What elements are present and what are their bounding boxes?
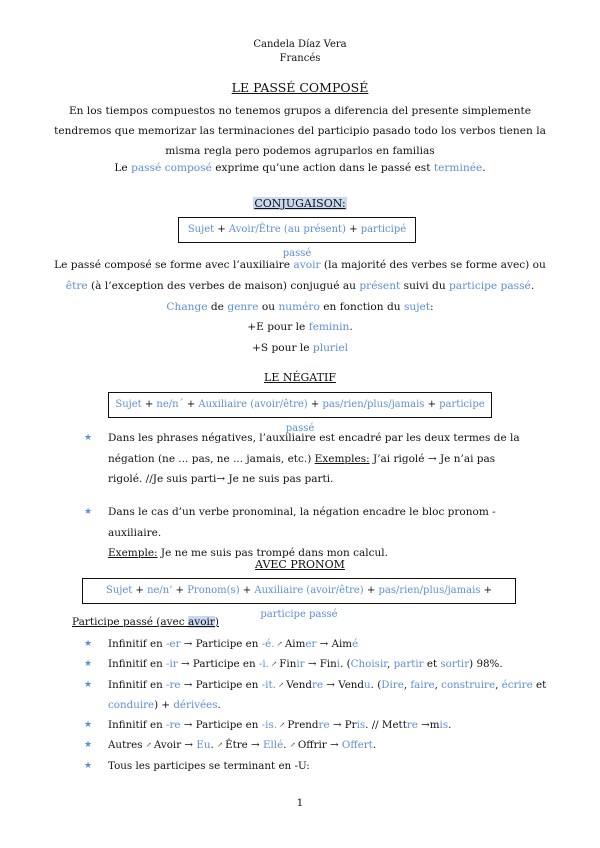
pronom-heading: AVEC PRONOM (255, 558, 345, 571)
page-number: 1 (296, 797, 304, 809)
star-bullet-icon: ★ (84, 679, 93, 690)
formation-explanation: Le passé composé se forme avec l’auxiliaire avoir (la majorité des verbes se forme avec) ou être (à l’exception des verbes de maison) conjugué au présent suivi du participe passé. Change de genre ou numéro en fonction du sujet: +E pour le feminin. +S pour le pluriel (54, 259, 546, 355)
participe-list (84, 634, 547, 776)
list-item: ★ Infinitif en -re → Participe en -is. ↗ Prendre → Pris. // Mettre →mis. (88, 715, 528, 735)
list-item: ★ Autres ↗ Avoir → Eu. ↗ Être → Ellé. ↗ Offrir → Offert. (88, 735, 528, 755)
conjugaison-formula-box: Sujet + Avoir/Être (au présent) + participé passé (178, 217, 416, 243)
list-item-continuation: conduire) + dérivées. (108, 698, 221, 711)
author-name: Candela Díaz Vera (253, 39, 347, 50)
participe-heading: Participe passé (avec avoir) (72, 616, 220, 628)
definition-line: Le passé composé exprime qu’une action dans le passé est terminée. (114, 162, 486, 174)
list-item: ★ Tous les participes se terminant en -U: (88, 756, 528, 776)
author-header (0, 38, 600, 66)
star-bullet-icon: ★ (84, 720, 93, 731)
star-bullet-icon: ★ (84, 433, 93, 443)
pronom-formula-box: Sujet + ne/n’ + Pronom(s) + Auxiliaire (avoir/être) + pas/rien/plus/jamais + participe passé (82, 578, 516, 604)
conjugaison-heading: CONJUGAISON: (254, 197, 346, 210)
star-bullet-icon: ★ (84, 639, 93, 649)
list-item: ★ Infinitif en -re → Participe en -it. ↗ Vendre → Vendu. (Dire, faire, construire, écrire et (88, 675, 528, 695)
negatif-heading: LE NÉGATIF (264, 371, 336, 384)
intro-paragraph: En los tiempos compuestos no tenemos grupos a diferencia del presente simplemente tendremos que memorizar las terminaciones del participio pasado todo los verbos tienen la misma regla pero podemos agruparlos en familias (54, 105, 546, 157)
star-bullet-icon: ★ (84, 507, 93, 517)
list-item: ★ Infinitif en -er → Participe en -é. ↗ Aimer → Aimé (88, 634, 528, 654)
negatif-formula-box: Sujet + ne/n´ + Auxiliaire (avoir/être) + pas/rien/plus/jamais + participe passé (108, 392, 492, 418)
subject-name: Francés (279, 53, 321, 64)
list-item: ★ Infinitif en -ir → Participe en -i. ↗ Finir → Fini. (Choisir, partir et sortir) 98%. (88, 654, 528, 674)
document-page: Candela Díaz Vera Francés LE PASSÉ COMPOSÉ En los tiempos compuestos no tenemos grupos a diferencia del presente simplemente tendremos que memorizar las terminaciones del participio pasado todo los verbos tienen la misma regla pero podemos agruparlos en familias Le passé composé exprime qu’une action dans le passé est terminée. CONJUGAISON: Sujet + Avoir/Être (au présent) + participé passé Le passé composé se forme avec l’auxiliaire avoir (la majorité des verbes se forme avec) ou être (à l’exception des verbes de maison) conjugué au présent suivi du participe passé. Change de genre ou numéro en fonction du sujet: +E pour le feminin. +S pour le pluriel LE NÉGATIF Sujet + ne/n´ + Auxiliaire (avoir/être) + pas/rien/plus/jamais + participe passé ★ Dans les phrases négatives, l’auxiliaire est encadré par les deux termes de la négation (ne ... pas, ne ... jamais, etc.) Exemples: J’ai rigolé → Je n’ai pas rigolé. //Je suis parti→ Je ne suis pas parti. ★ Dans le cas d’un verbe pronominal, la négation encadre le bloc pronom - auxiliaire. Exemple: Je ne me suis pas trompé dans mon calcul. AVEC PRONOM Sujet + ne/n’ + Pronom(s) + Auxiliaire (avoir/être) + pas/rien/plus/jamais + participe passé Participe passé (avec avoir) ★ Infinitif en -er → Participe en -é. ↗ Aimer → Aimé ★ Infinitif en -ir → Participe en -i. ↗ Finir → Fini. (Choisir, partir et sortir) 98%. ★ Infinitif en -re → Participe en -it. ↗ Vendre → Vendu. (Dire, faire, construire, écrire et conduire) + dérivées. ★ Infinitif en -re → Participe en -is. ↗ Prendre → Pris. // Mettre →mis. ★ Autres ↗ Avoir → Eu. ↗ Être → Ellé. ↗ Offrir → Offert. ★ Tous les participes se terminant en -U: 1 (0, 0, 600, 848)
star-bullet-icon: ★ (84, 740, 93, 751)
star-bullet-icon: ★ (84, 659, 93, 670)
page-title: LE PASSÉ COMPOSÉ (231, 80, 369, 95)
star-bullet-icon: ★ (84, 760, 93, 771)
